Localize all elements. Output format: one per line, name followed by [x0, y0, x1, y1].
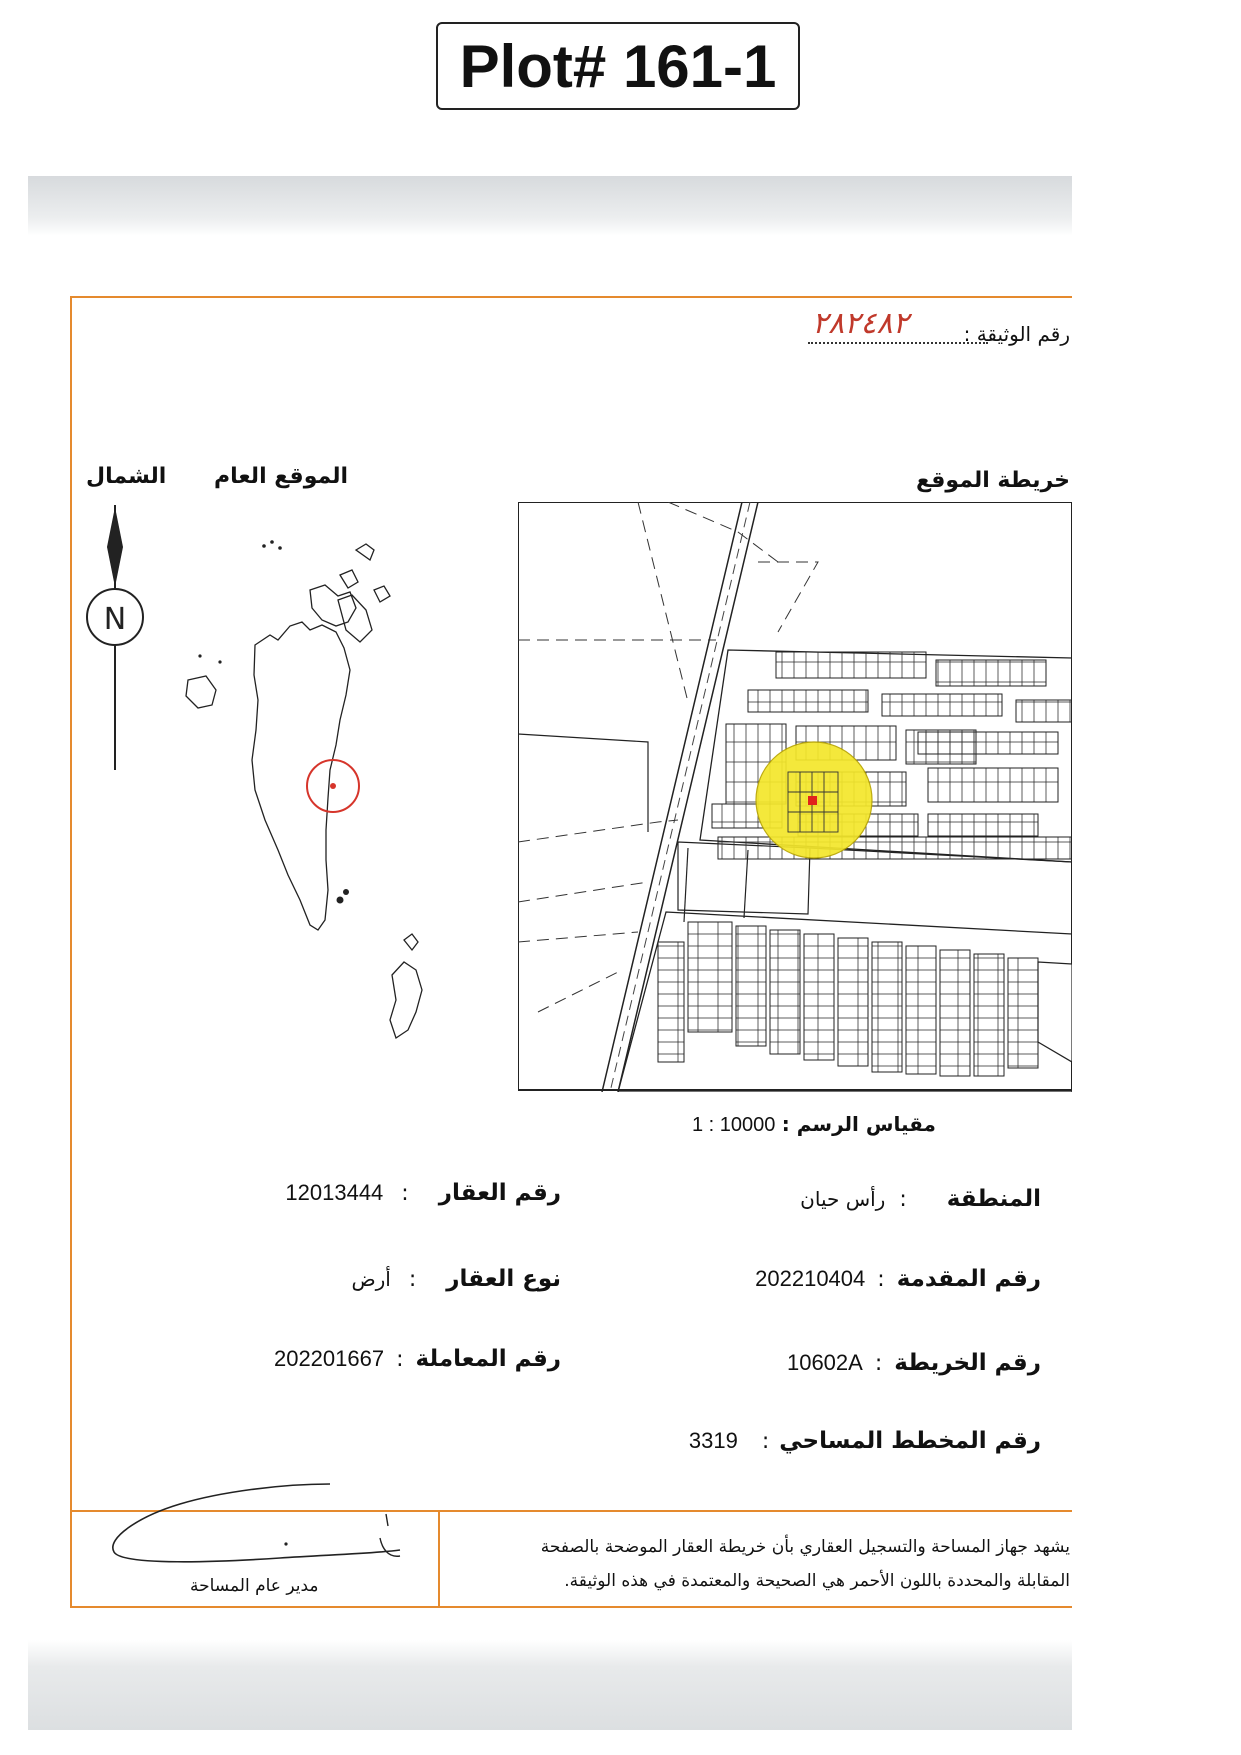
document-number-label: رقم الوثيقة : [963, 322, 1070, 346]
property-type-label: نوع العقار [446, 1266, 561, 1292]
property-no-value: 12013444 [285, 1180, 384, 1205]
certification-line-1: يشهد جهاز المساحة والتسجيل العقاري بأن خريطة العقار الموضحة بالصفحة [540, 1537, 1070, 1557]
field-area [800, 1186, 1041, 1212]
area-value: رأس حيان [800, 1187, 886, 1211]
map-no-label: رقم الخريطة [894, 1350, 1041, 1376]
site-map-label: خريطة الموقع [915, 468, 1070, 493]
general-location-label: الموقع العام [214, 464, 349, 489]
scale-caption: مقياس الرسم : [781, 1112, 936, 1136]
field-property-no [285, 1180, 561, 1206]
transaction-no-label: رقم المعاملة [415, 1346, 561, 1372]
map-no-colon: : [874, 1351, 883, 1376]
north-label: الشمال [86, 464, 167, 489]
field-transaction-no [274, 1346, 561, 1372]
field-map-no [787, 1350, 1041, 1376]
certification-text [470, 1530, 1070, 1598]
survey-plan-label: رقم المخطط المساحي [779, 1428, 1041, 1454]
north-arrow-icon [80, 505, 150, 775]
site-map [518, 502, 1072, 1092]
plot-title-box [436, 22, 800, 110]
field-survey-plan [689, 1428, 1041, 1454]
transaction-no-colon: : [396, 1347, 404, 1372]
application-no-colon: : [877, 1267, 885, 1292]
north-letter: N [103, 602, 127, 637]
map-no-value: 10602A [786, 1350, 863, 1375]
document-number-handwritten: ٢٨٢٤٨٢ [812, 306, 909, 341]
scan-edge-bottom [28, 1640, 1072, 1730]
scale-value: 1 : 10000 [692, 1114, 776, 1136]
application-no-value: 202210404 [755, 1266, 866, 1291]
scale-label [692, 1112, 936, 1137]
scan-edge-top [28, 176, 1072, 236]
property-no-colon: : [401, 1181, 409, 1206]
transaction-no-value: 202201667 [273, 1346, 385, 1371]
signature-icon [100, 1478, 420, 1578]
survey-plan-value: 3319 [688, 1428, 738, 1453]
property-type-colon: : [408, 1267, 417, 1292]
survey-plan-colon: : [761, 1429, 770, 1454]
location-ring-icon [303, 756, 363, 816]
footer-vertical-divider [438, 1510, 440, 1608]
property-type-value: أرض [351, 1267, 391, 1291]
application-no-label: رقم المقدمة [896, 1266, 1041, 1292]
signer-title: مدير عام المساحة [190, 1576, 319, 1596]
area-colon: : [899, 1187, 907, 1212]
certification-line-2: المقابلة والمحددة باللون الأحمر هي الصحيحة والمعتمدة في هذه الوثيقة. [564, 1571, 1070, 1591]
plot-title: Plot# 161-1 [459, 32, 777, 100]
plot-marker [808, 796, 817, 805]
area-label: المنطقة [946, 1186, 1041, 1212]
field-property-type [351, 1266, 561, 1292]
property-no-label: رقم العقار [438, 1180, 561, 1206]
field-application-no [755, 1266, 1041, 1292]
